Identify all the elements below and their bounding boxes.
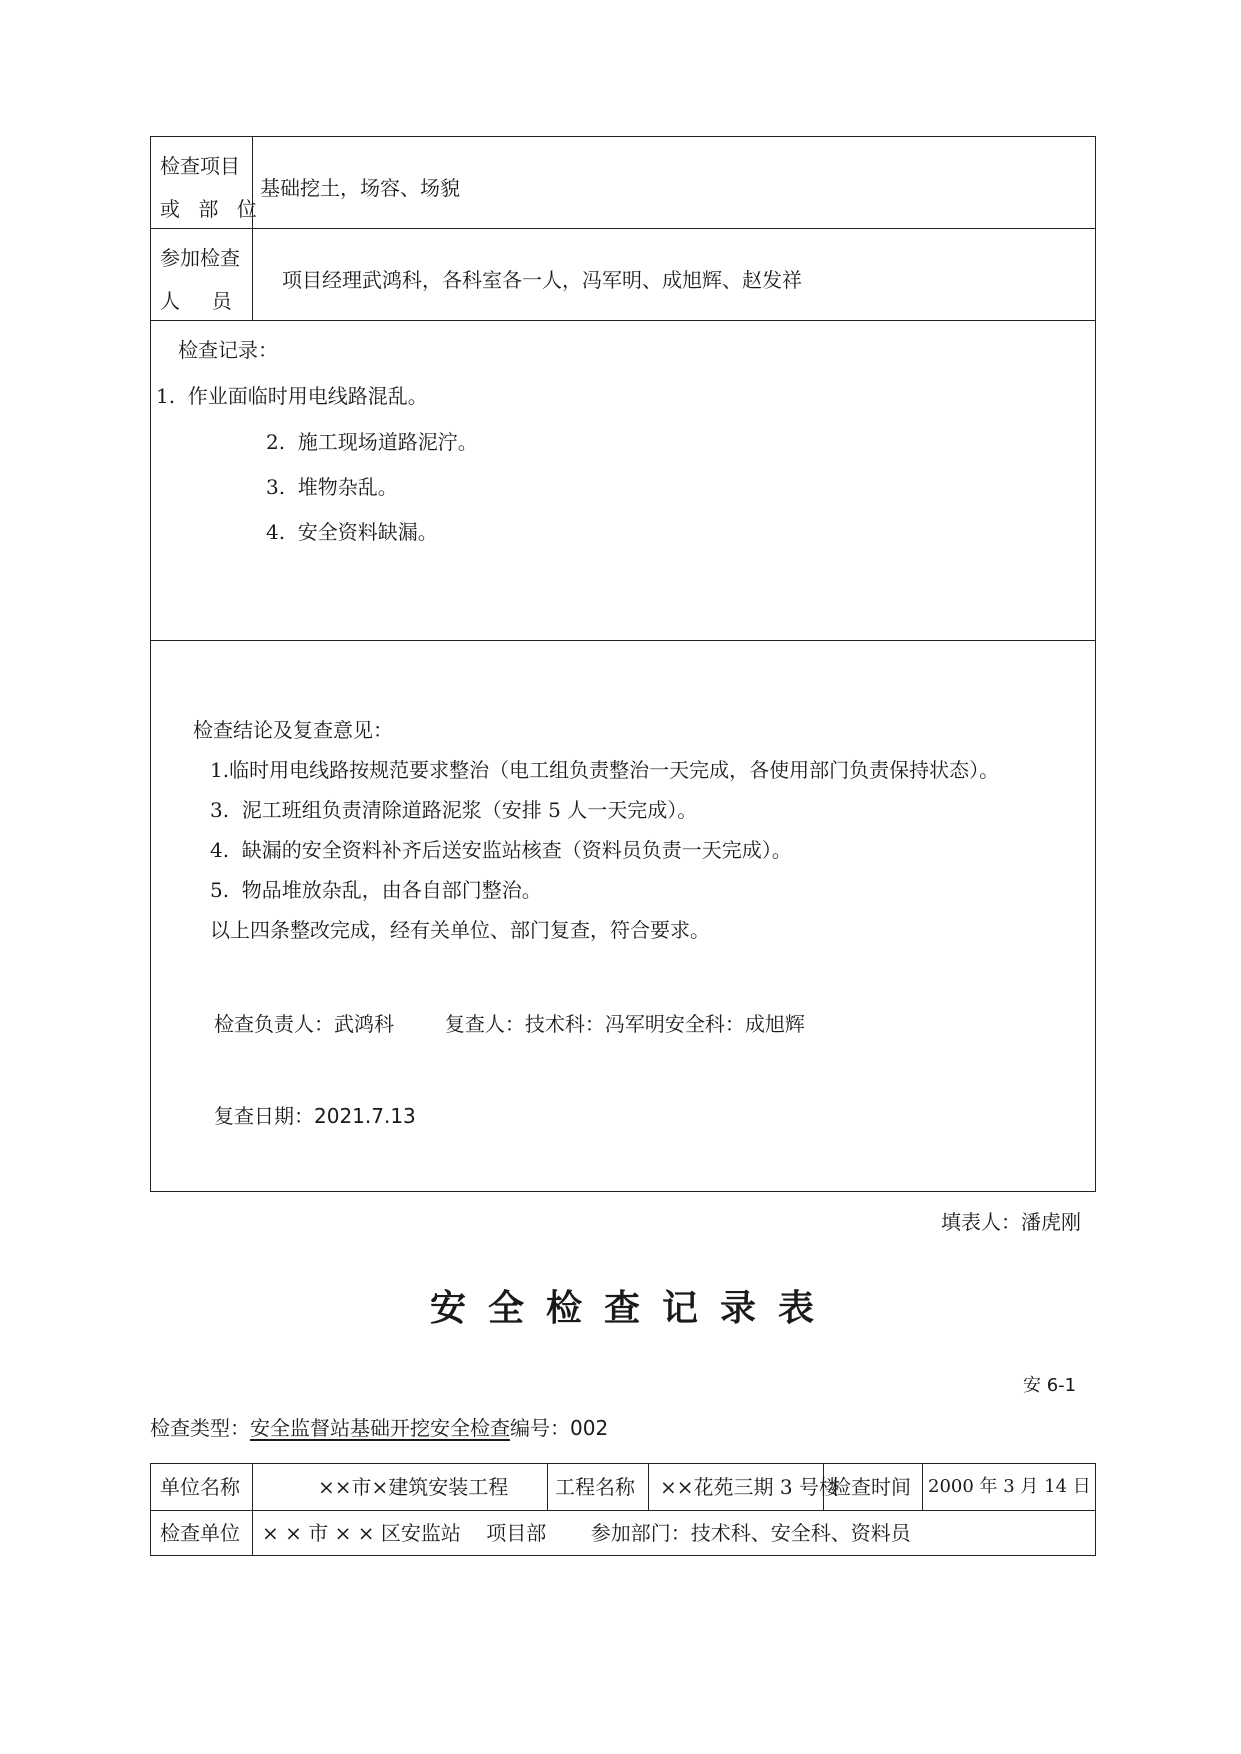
- record-item: 1. 作业面临时用电线路混乱。: [156, 384, 428, 408]
- row1-label-line2: 或 部 位: [160, 197, 263, 221]
- inspector-line: 检查负责人：武鸿科 复查人：技术科：冯军明安全科：成旭辉: [214, 1012, 805, 1036]
- table2-left-border: [150, 1463, 151, 1555]
- table2-row-divider: [150, 1510, 1096, 1511]
- conclusion-item: 1.临时用电线路按规范要求整治（电工组负责整治一天完成，各使用部门负责保持状态）。: [210, 758, 1000, 782]
- row2-label-line1: 参加检查: [160, 246, 240, 270]
- check-unit-label: 检查单位: [160, 1521, 240, 1545]
- form-code: 安 6-1: [1023, 1375, 1077, 1396]
- project-name-value: ××花苑三期 3 号楼: [660, 1475, 839, 1499]
- table2-col-divider: [252, 1463, 253, 1555]
- inspection-item-value: 基础挖土，场容、场貌: [260, 176, 460, 200]
- filler-signature: 填表人：潘虎刚: [941, 1210, 1081, 1234]
- participants-value: 项目经理武鸿科，各科室各一人，冯军明、成旭辉、赵发祥: [282, 268, 802, 292]
- table2-bottom-border: [150, 1555, 1096, 1556]
- record-heading: 检查记录：: [178, 338, 278, 362]
- project-name-label: 工程名称: [555, 1475, 635, 1499]
- row2-label-line2: 人 员: [160, 289, 232, 313]
- table1-row-divider: [150, 228, 1096, 229]
- table1-row-divider: [150, 320, 1096, 321]
- unit-name-value: ××市×建筑安装工程: [318, 1475, 509, 1499]
- table2-top-border: [150, 1463, 1096, 1464]
- table1-row-divider: [150, 640, 1096, 641]
- table2-col-divider: [648, 1463, 649, 1510]
- form-title: 安全检查记录表: [430, 1287, 837, 1329]
- unit-name-label: 单位名称: [160, 1475, 240, 1499]
- record-item: 4. 安全资料缺漏。: [266, 520, 438, 544]
- conclusion-heading: 检查结论及复查意见：: [193, 718, 393, 742]
- review-date: 复查日期：2021.7.13: [214, 1104, 416, 1128]
- conclusion-item: 5. 物品堆放杂乱，由各自部门整治。: [210, 878, 542, 902]
- table1-right-border: [1095, 136, 1096, 1191]
- table2-col-divider: [922, 1463, 923, 1510]
- conclusion-item: 以上四条整改完成，经有关单位、部门复查，符合要求。: [210, 918, 710, 942]
- conclusion-item: 4. 缺漏的安全资料补齐后送安监站核查（资料员负责一天完成）。: [210, 838, 792, 862]
- check-unit-value: × × 市 × × 区安监站 项目部 参加部门：技术科、安全科、资料员: [262, 1521, 911, 1545]
- conclusion-item: 3. 泥工班组负责清除道路泥浆（安排 5 人一天完成）。: [210, 798, 698, 822]
- check-type-value: 安全监督站基础开挖安全检查: [250, 1416, 510, 1440]
- table2-right-border: [1095, 1463, 1096, 1555]
- serial-number: 编号：002: [510, 1416, 609, 1440]
- table2-col-divider: [547, 1463, 548, 1510]
- table1-left-border: [150, 136, 151, 1191]
- record-item: 3. 堆物杂乱。: [266, 475, 398, 499]
- record-item: 2. 施工现场道路泥泞。: [266, 430, 478, 454]
- row1-label-line1: 检查项目: [160, 154, 240, 178]
- check-time-value: 2000 年 3 月 14 日: [928, 1476, 1091, 1497]
- check-type-line: [150, 1416, 608, 1440]
- check-time-label: 检查时间: [831, 1475, 911, 1499]
- table1-bottom-border: [150, 1191, 1096, 1192]
- check-type-label: 检查类型：: [150, 1416, 250, 1440]
- table1-top-border: [150, 136, 1096, 137]
- table1-label-divider: [252, 136, 253, 320]
